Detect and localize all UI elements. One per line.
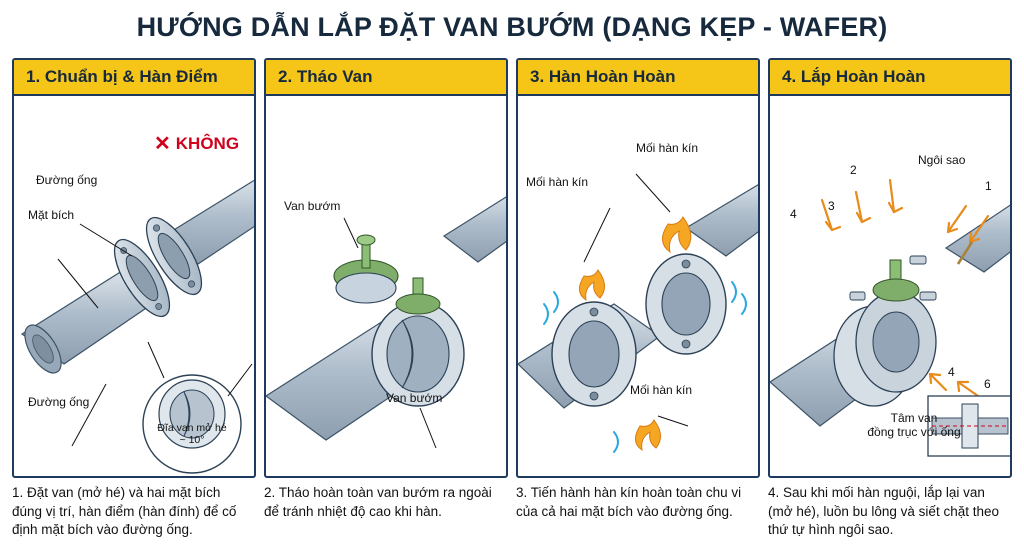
label-duong-ong-top: Đường ống [36,173,98,187]
label-tam-van: Tâm van đồng trục với ống [867,411,961,439]
caption-step-3: 3. Tiến hành hàn kín hoàn toàn chu vi của cả hai mặt bích vào đường ống. [516,485,742,519]
panel-2-header: 2. Tháo Van [266,60,506,96]
bolt-number-6: 6 [984,377,991,391]
panel-1-body [14,96,254,476]
label-van-buom-top: Van bướm [284,199,341,213]
x-mark-icon: ✕ [154,133,171,155]
caption-row [12,484,1012,550]
label-moi-han-kin-top: Mối hàn kín [636,141,699,155]
label-dia-van: Đĩa van mở hé ~ 10° [157,422,227,447]
warning-badge [154,134,239,154]
panel-step-2 [264,58,508,478]
label-moi-han-kin-left: Mối hàn kín [526,175,589,189]
panel-step-4 [768,58,1012,478]
bolt-number-4-left: 4 [790,207,797,221]
label-duong-ong-bottom: Đường ống [28,395,90,409]
warning-label: KHÔNG [175,134,240,153]
diagram-step-2 [266,96,508,478]
bolt-number-1: 1 [985,179,992,193]
panel-3-body [518,96,758,476]
caption-step-4: 4. Sau khi mối hàn nguội, lắp lại van (mở hé), luồn bu lông và siết chặt theo thứ tự hình ngôi sao. [768,485,999,538]
bolt-number-2: 2 [850,163,857,177]
label-ngoi-sao: Ngôi sao [918,153,966,167]
panel-step-1 [12,58,256,478]
caption-step-2: 2. Tháo hoàn toàn van bướm ra ngoài để tránh nhiệt độ cao khi hàn. [264,485,492,519]
label-van-buom-bottom: Van bướm [386,391,443,405]
bolt-number-4-bottom: 4 [948,365,955,379]
page-title: HƯỚNG DẪN LẮP ĐẶT VAN BƯỚM (DẠNG KẸP - WAFER) [136,12,888,42]
panel-4-body [770,96,1010,476]
panel-3-header: 3. Hàn Hoàn Hoàn [518,60,758,96]
label-mat-bich: Mặt bích [28,208,75,222]
panel-row [12,58,1012,478]
panel-2-body [266,96,506,476]
label-moi-han-kin-bottom: Mối hàn kín [630,383,693,397]
panel-4-header: 4. Lắp Hoàn Hoàn [770,60,1010,96]
caption-step-1: 1. Đặt van (mở hé) và hai mặt bích đúng vị trí, hàn điểm (hàn đính) để cố định mặt bích vào đường ống. [12,485,237,538]
bolt-number-3: 3 [828,199,835,213]
panel-1-header: 1. Chuẩn bị & Hàn Điểm [14,60,254,96]
panel-step-3 [516,58,760,478]
